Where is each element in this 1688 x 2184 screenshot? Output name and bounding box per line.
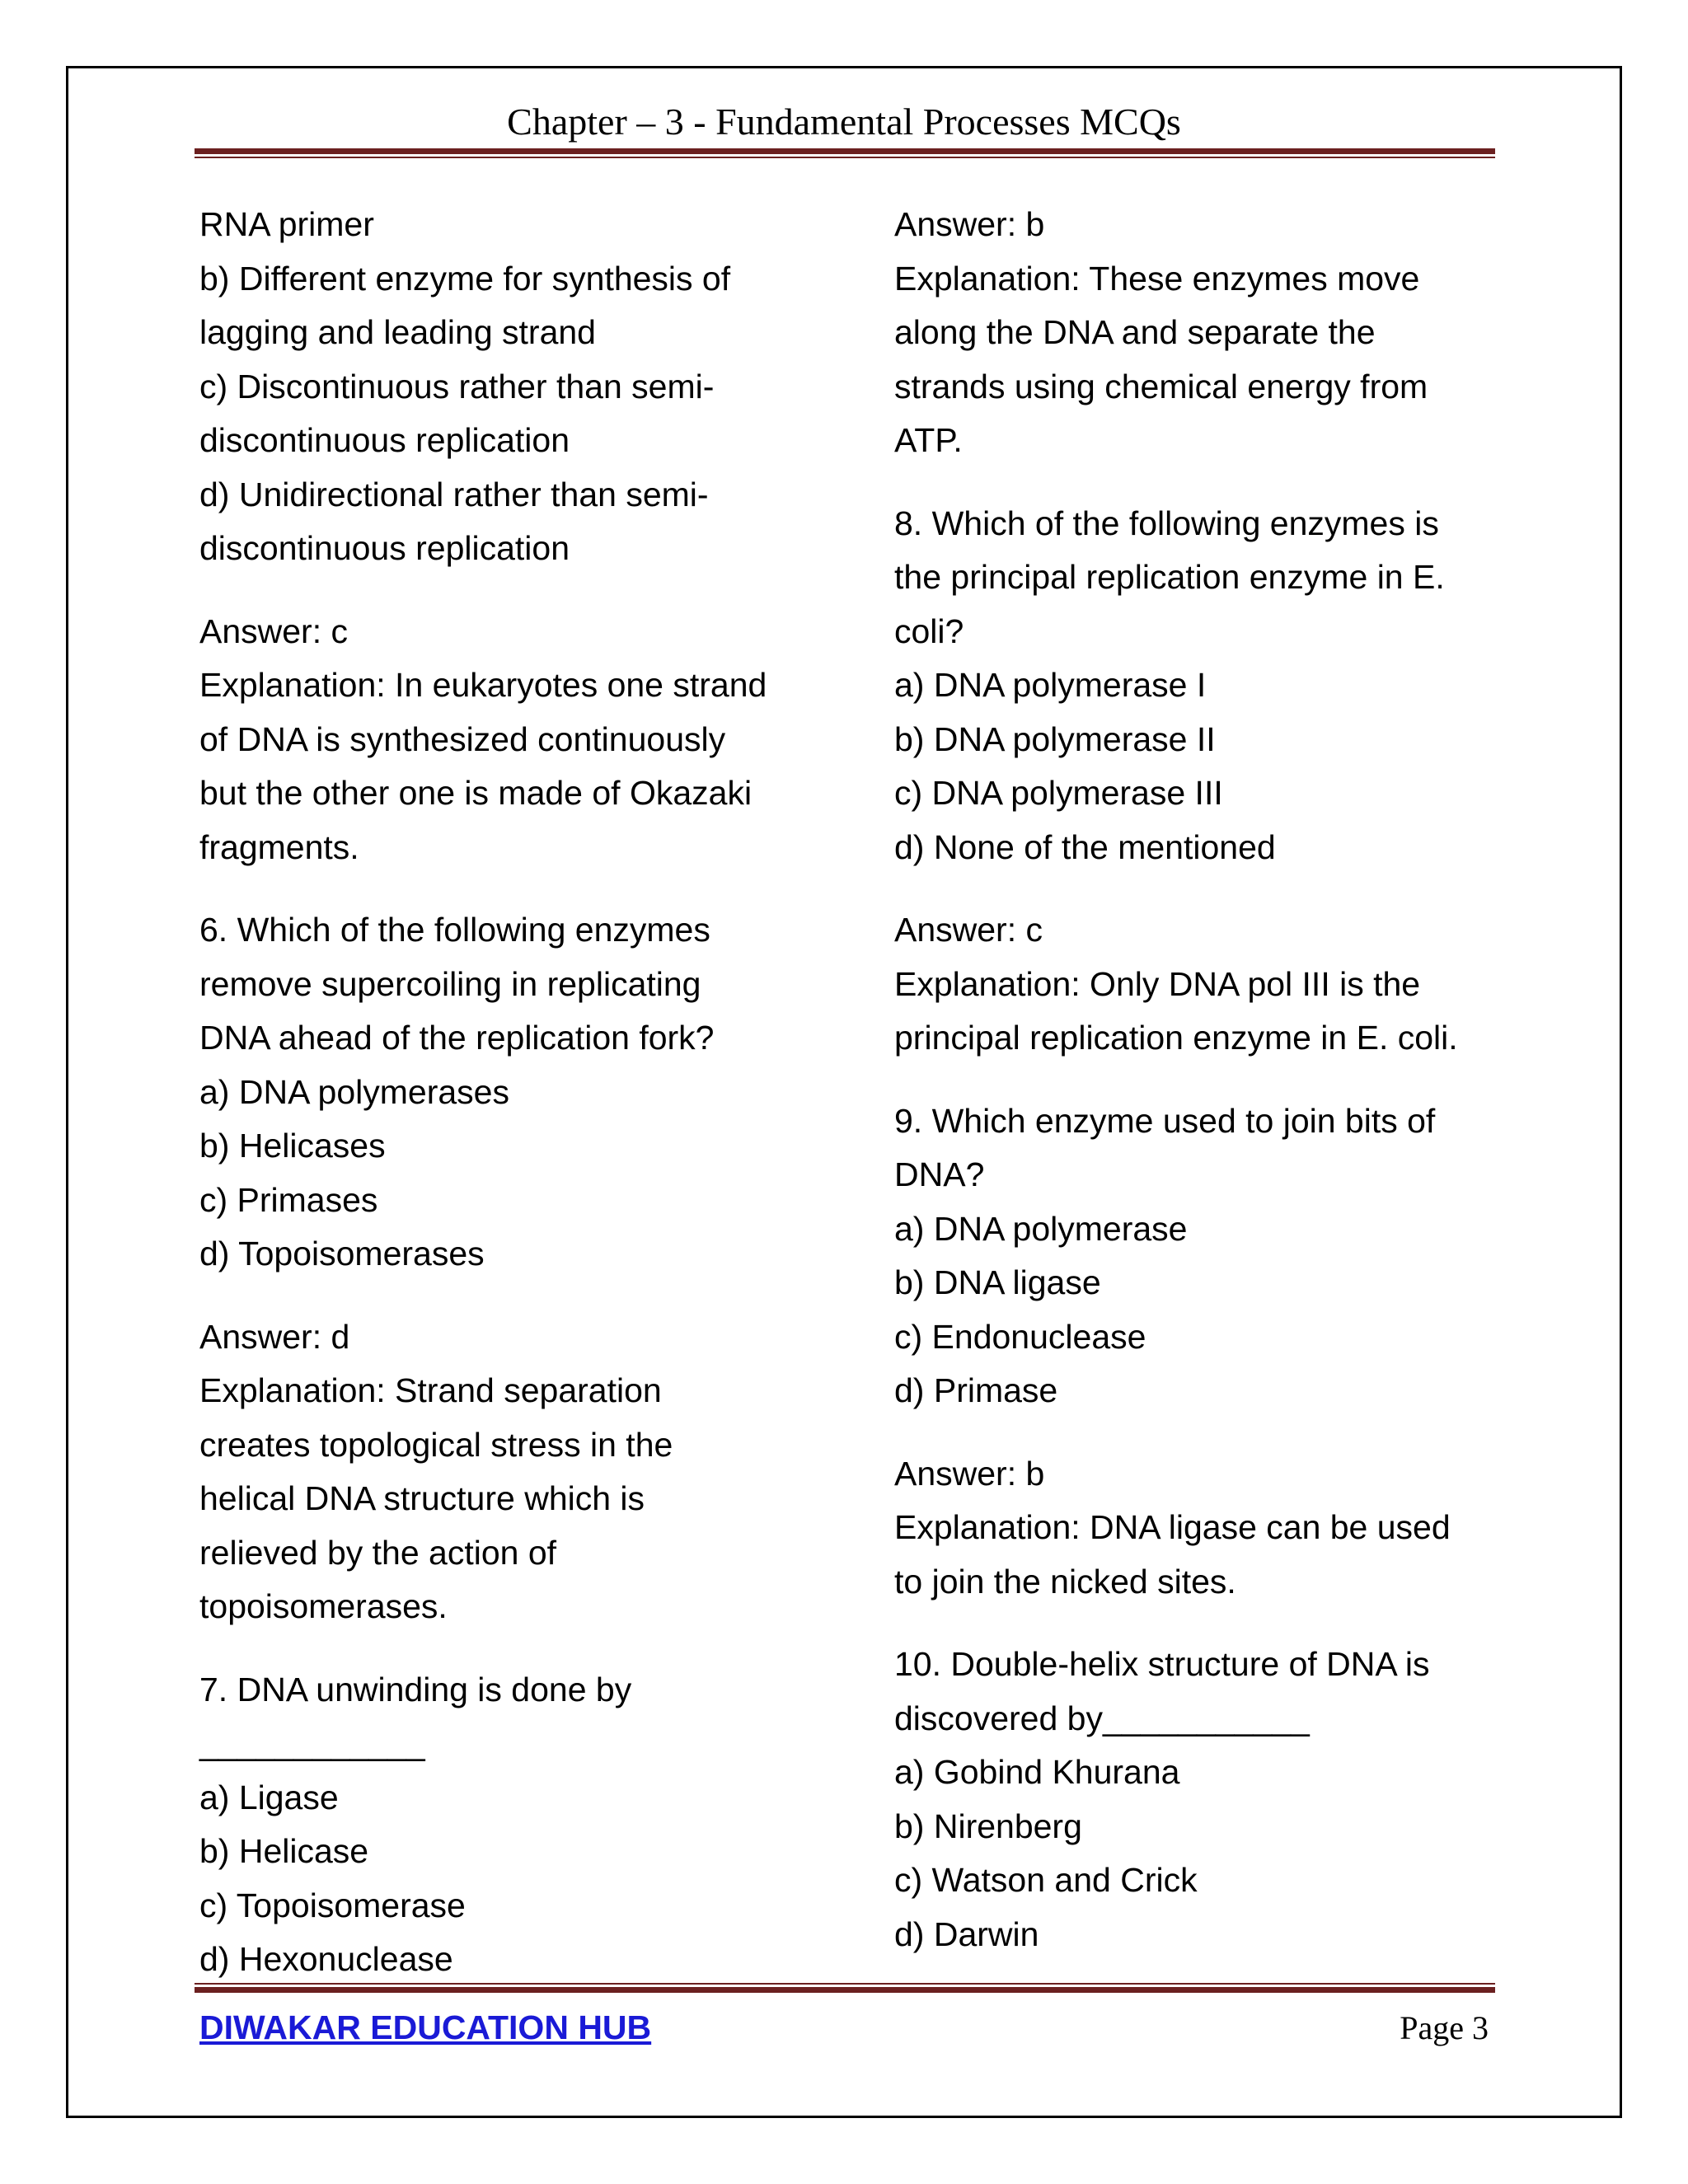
footer-brand-link[interactable]: DIWAKAR EDUCATION HUB: [199, 2008, 652, 2046]
text-line: strands using chemical energy from: [894, 367, 1428, 405]
text-line: b) Helicases: [199, 1127, 386, 1165]
text-line: a) Ligase: [199, 1778, 339, 1816]
footer-page-number: Page 3: [1400, 2009, 1489, 2046]
text-line: Answer: d: [199, 1317, 350, 1356]
paragraph-gap: [199, 874, 826, 903]
text-line: discontinuous replication: [199, 529, 570, 567]
text-line: b) Nirenberg: [894, 1807, 1082, 1845]
text-line: c) DNA polymerase III: [894, 774, 1223, 812]
text-line: Explanation: DNA ligase can be used: [894, 1508, 1451, 1546]
text-line: c) Primases: [199, 1180, 378, 1219]
paragraph-gap: [894, 1418, 1504, 1447]
text-line: DNA?: [894, 1155, 985, 1193]
text-line: RNA primer: [199, 205, 374, 243]
text-line: Answer: c: [199, 612, 348, 650]
paragraph-gap: [199, 576, 826, 605]
text-line: Explanation: In eukaryotes one strand: [199, 666, 767, 704]
text-line: 8. Which of the following enzymes is: [894, 504, 1439, 542]
text-line: lagging and leading strand: [199, 313, 596, 351]
text-line: creates topological stress in the: [199, 1425, 673, 1464]
text-line: c) Endonuclease: [894, 1317, 1146, 1356]
paragraph-gap: [199, 1282, 826, 1310]
text-line: remove supercoiling in replicating: [199, 964, 701, 1003]
text-line: Explanation: Only DNA pol III is the: [894, 964, 1421, 1003]
text-line: Answer: c: [894, 911, 1043, 949]
text-line: c) Watson and Crick: [894, 1861, 1198, 1899]
text-line: d) Hexonuclease: [199, 1940, 453, 1978]
text-line: fragments.: [199, 827, 359, 866]
text-line: d) Primase: [894, 1371, 1058, 1409]
text-line: d) Topoisomerases: [199, 1235, 485, 1272]
text-line: 9. Which enzyme used to join bits of: [894, 1101, 1436, 1140]
text-line: Answer: b: [894, 1454, 1045, 1493]
text-line: along the DNA and separate the: [894, 313, 1376, 351]
paragraph-gap: [894, 1609, 1504, 1638]
text-line: d) Darwin: [894, 1915, 1039, 1953]
text-line: principal replication enzyme in E. coli.: [894, 1019, 1458, 1057]
text-line: d) Unidirectional rather than semi-: [199, 475, 709, 513]
text-line: 10. Double-helix structure of DNA is: [894, 1645, 1430, 1683]
text-line: ____________: [199, 1724, 425, 1762]
text-line: b) Different enzyme for synthesis of: [199, 259, 731, 298]
text-line: to join the nicked sites.: [894, 1562, 1236, 1601]
text-line: discovered by___________: [894, 1699, 1310, 1737]
text-line: a) DNA polymerase I: [894, 666, 1207, 704]
right-column: [894, 198, 1504, 1961]
paragraph-gap: [894, 1066, 1504, 1094]
left-column: [199, 198, 826, 1987]
footer-rule-thick: [195, 1987, 1495, 1993]
text-line: helical DNA structure which is: [199, 1479, 645, 1517]
text-line: topoisomerases.: [199, 1587, 448, 1625]
text-line: DNA ahead of the replication fork?: [199, 1019, 715, 1057]
text-line: Answer: b: [894, 205, 1045, 243]
text-line: c) Discontinuous rather than semi-: [199, 367, 715, 405]
footer-rule-thin: [195, 1983, 1495, 1985]
header-rule-thin: [195, 157, 1495, 158]
text-line: d) None of the mentioned: [894, 827, 1276, 866]
text-line: b) DNA polymerase II: [894, 719, 1216, 758]
text-line: discontinuous replication: [199, 421, 570, 459]
text-line: but the other one is made of Okazaki: [199, 774, 753, 812]
text-line: 6. Which of the following enzymes: [199, 911, 710, 949]
text-line: coli?: [894, 612, 964, 650]
paragraph-gap: [894, 874, 1504, 903]
header-rule-thick: [195, 148, 1495, 154]
text-line: the principal replication enzyme in E.: [894, 558, 1445, 596]
text-line: a) Gobind Khurana: [894, 1753, 1180, 1791]
text-line: a) DNA polymerase: [894, 1209, 1188, 1248]
text-line: ATP.: [894, 421, 963, 459]
text-line: b) DNA ligase: [894, 1263, 1101, 1301]
page-header-title: Chapter – 3 - Fundamental Processes MCQs: [507, 101, 1181, 143]
paragraph-gap: [199, 1634, 826, 1663]
text-line: relieved by the action of: [199, 1533, 557, 1572]
text-line: b) Helicase: [199, 1832, 369, 1870]
text-line: Explanation: Strand separation: [199, 1371, 662, 1409]
paragraph-gap: [894, 468, 1504, 497]
text-line: c) Topoisomerase: [199, 1886, 466, 1924]
text-line: 7. DNA unwinding is done by: [199, 1670, 632, 1708]
text-line: of DNA is synthesized continuously: [199, 719, 726, 758]
text-line: Explanation: These enzymes move: [894, 259, 1420, 298]
text-line: a) DNA polymerases: [199, 1072, 509, 1111]
